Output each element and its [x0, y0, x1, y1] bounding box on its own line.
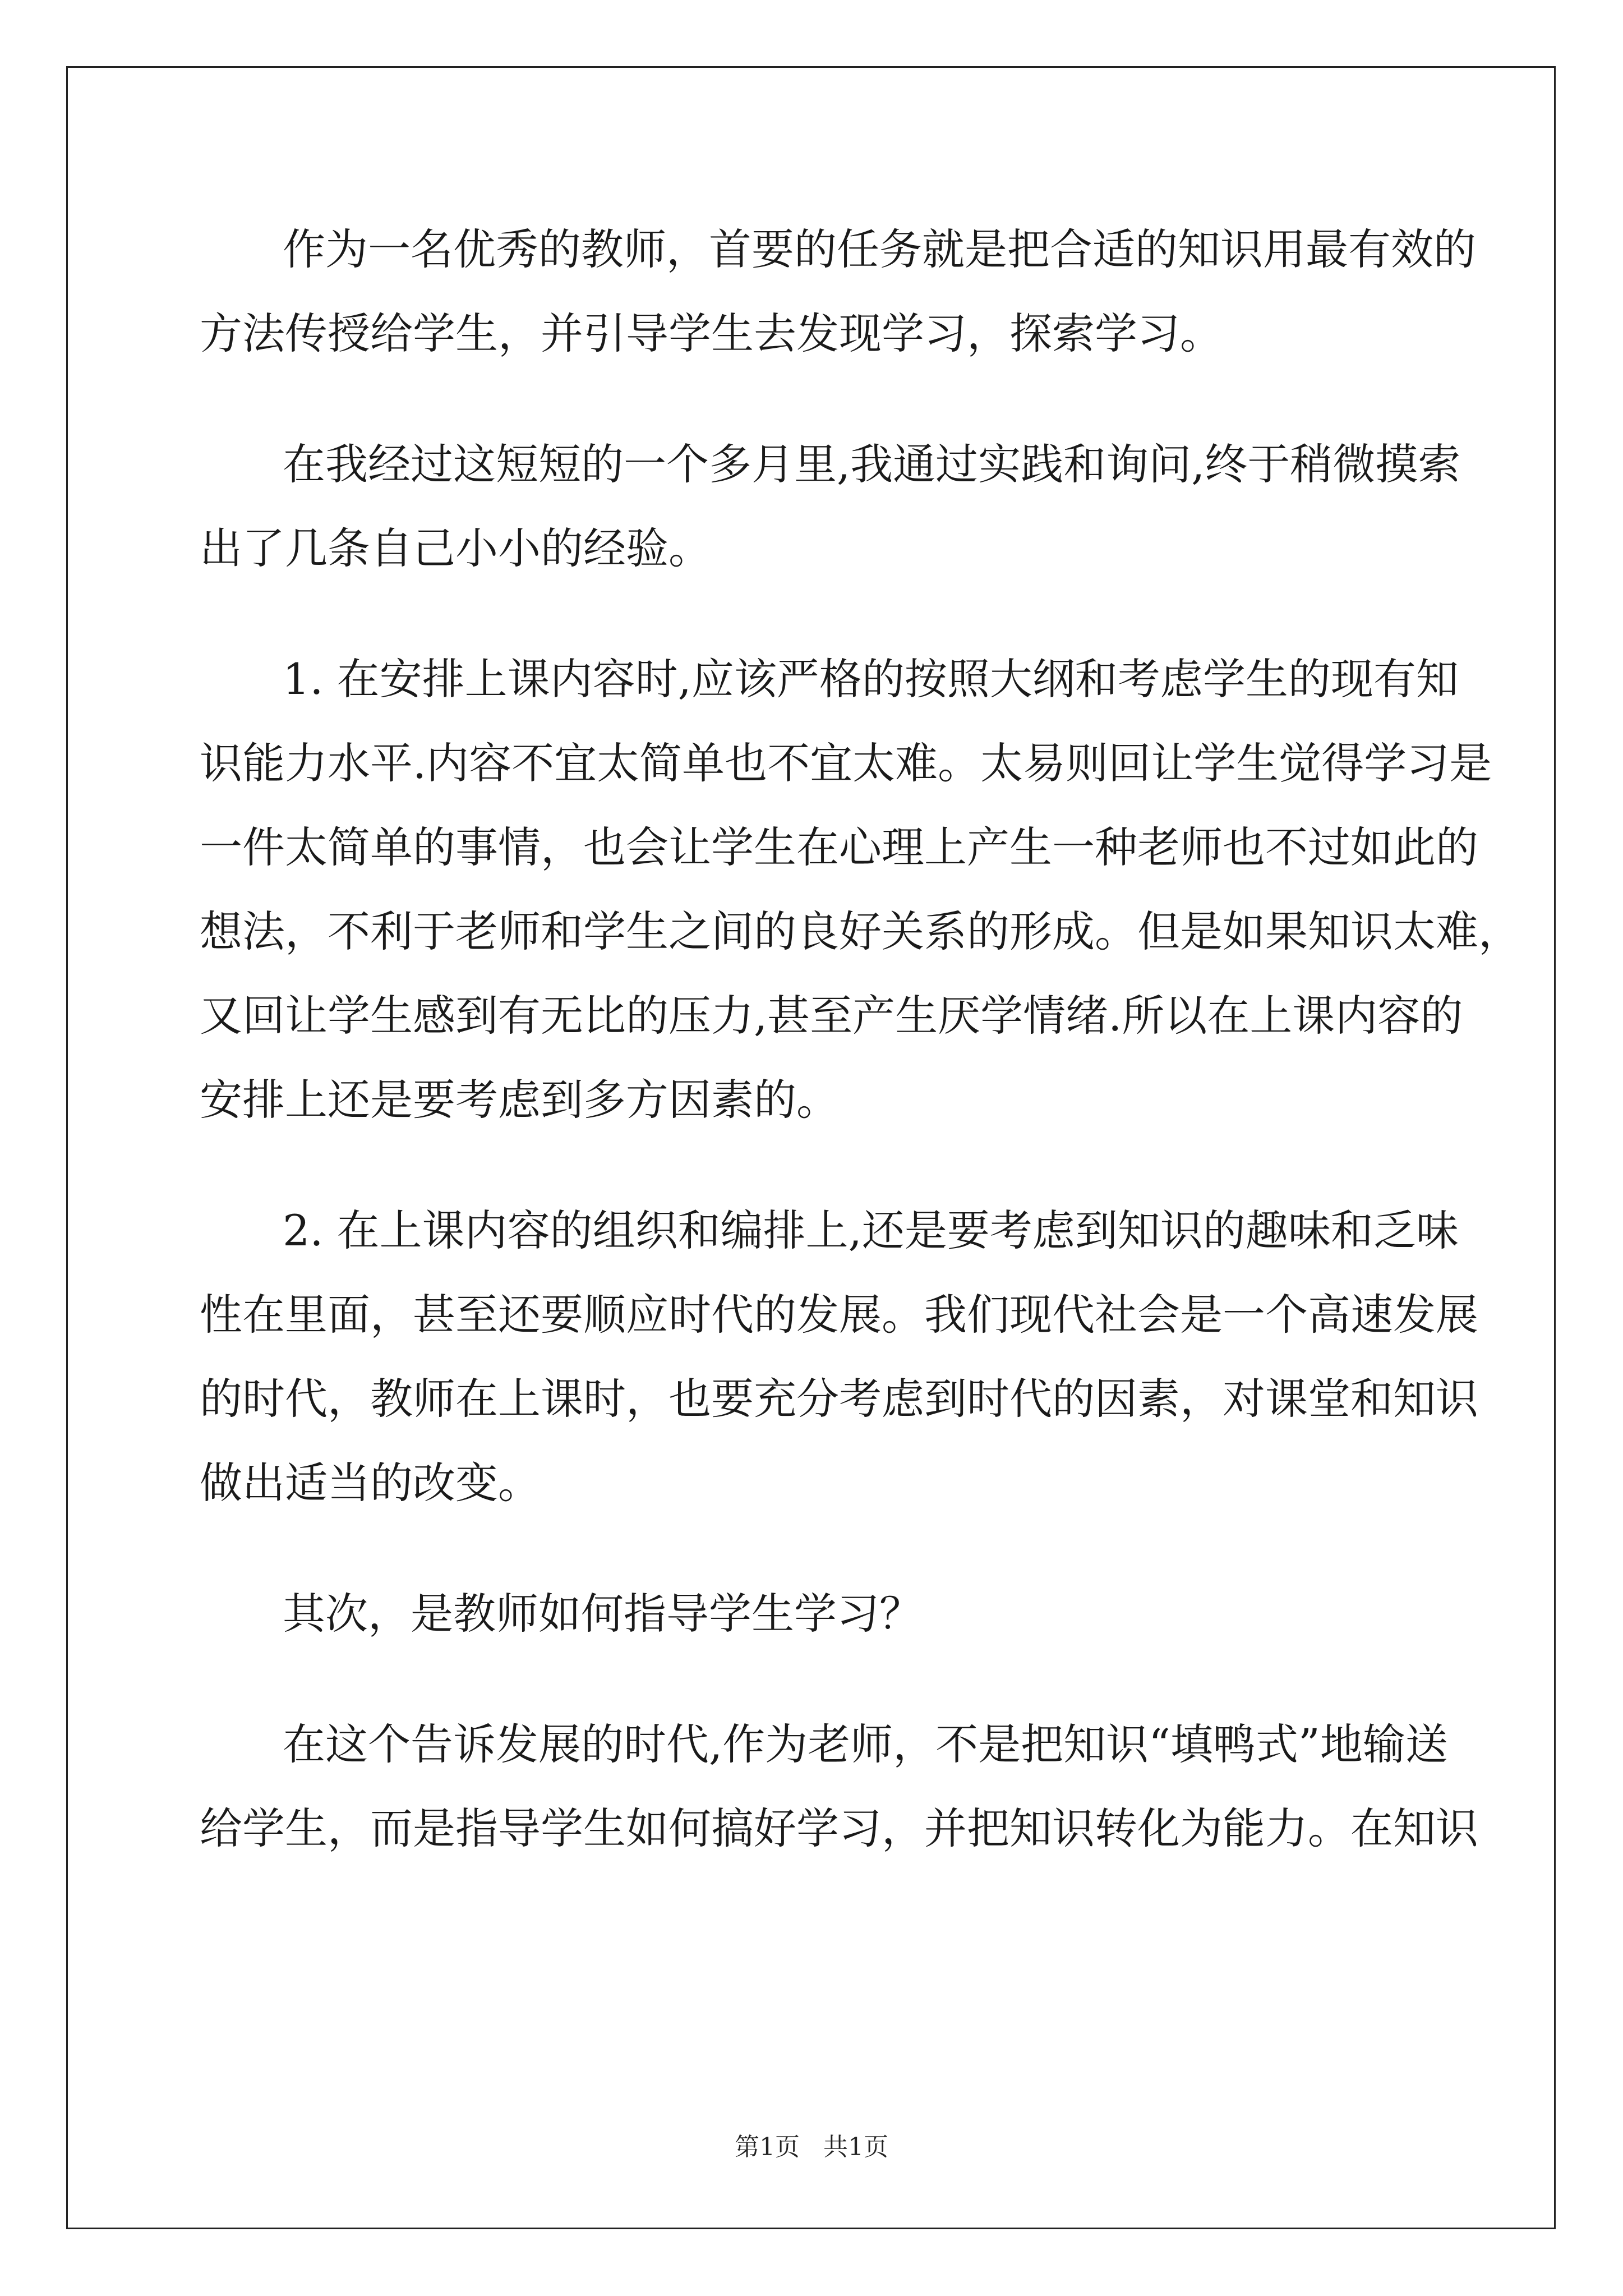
- page-border: [66, 66, 1556, 2229]
- text-line: 出了几条自己小小的经验。: [200, 523, 711, 573]
- text-line: 安排上还是要考虑到多方因素的。: [200, 1075, 839, 1125]
- text-line: 的时代，教师在上课时，也要充分考虑到时代的因素，对课堂和知识: [200, 1374, 1478, 1424]
- text-line: 2. 在上课内容的组织和编排上,还是要考虑到知识的趣味和乏味: [283, 1205, 1459, 1255]
- text-line: 在我经过这短短的一个多月里,我通过实践和询问,终于稍微摸索: [283, 439, 1461, 489]
- text-line: 作为一名优秀的教师，首要的任务就是把合适的知识用最有效的: [283, 224, 1476, 274]
- text-line: 做出适当的改变。: [200, 1458, 541, 1508]
- text-line: 又回让学生感到有无比的压力,甚至产生厌学情绪.所以在上课内容的: [200, 991, 1463, 1041]
- text-line: 识能力水平.内容不宜太简单也不宜太难。太易则回让学生觉得学习是: [200, 738, 1492, 788]
- page-footer: 第1页 共1页: [735, 2133, 888, 2161]
- text-line: 想法，不利于老师和学生之间的良好关系的形成。但是如果知识太难，: [200, 907, 1521, 956]
- text-line: 1. 在安排上课内容时,应该严格的按照大纲和考虑学生的现有知: [283, 654, 1459, 704]
- text-line: 一件太简单的事情，也会让学生在心理上产生一种老师也不过如此的: [200, 822, 1478, 872]
- text-line: 方法传授给学生，并引导学生去发现学习，探索学习。: [200, 309, 1223, 358]
- text-line: 在这个告诉发展的时代,作为老师，不是把知识“填鸭式”地输送: [283, 1719, 1448, 1769]
- text-line: 其次，是教师如何指导学生学习？: [283, 1589, 922, 1639]
- text-line: 给学生，而是指导学生如何搞好学习，并把知识转化为能力。在知识: [200, 1803, 1478, 1853]
- text-line: 性在里面，甚至还要顺应时代的发展。我们现代社会是一个高速发展: [200, 1290, 1478, 1340]
